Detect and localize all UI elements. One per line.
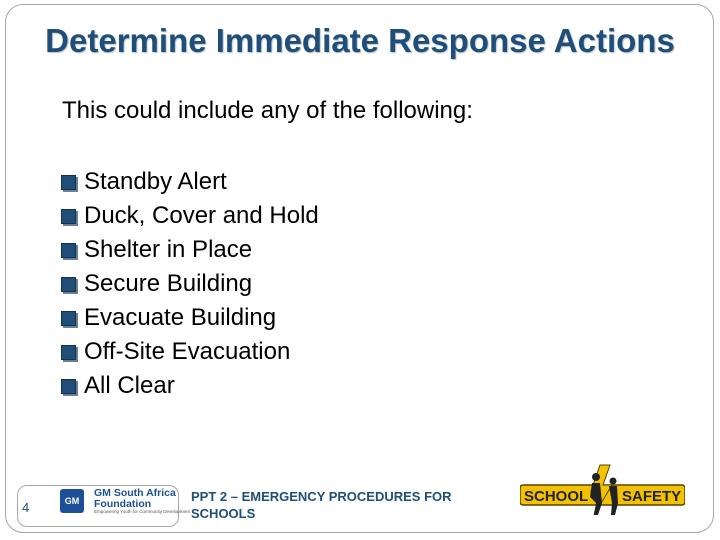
bullet-square-icon	[61, 379, 76, 394]
list-item	[61, 301, 319, 335]
bullet-label: Evacuate Building	[84, 304, 277, 331]
footer-ppt-label: PPT 2 – EMERGENCY PROCEDURES FOR SCHOOLS	[191, 489, 452, 521]
gm-tagline: Empowering Youth for Community Development	[94, 509, 190, 514]
bullet-label: Standby Alert	[84, 168, 227, 195]
school-safety-logo	[520, 463, 685, 519]
bullet-list	[61, 165, 319, 403]
gm-logo-icon: GM	[60, 489, 84, 513]
bullet-square-icon	[61, 175, 76, 190]
list-item	[61, 335, 319, 369]
svg-text:SAFETY: SAFETY	[622, 488, 682, 505]
bullet-square-icon	[61, 311, 76, 326]
list-item	[61, 267, 319, 301]
gm-name-line2: Foundation	[94, 497, 152, 510]
bullet-square-icon	[61, 277, 76, 292]
bullet-label: Duck, Cover and Hold	[84, 202, 319, 229]
svg-text:SCHOOL: SCHOOL	[524, 488, 589, 505]
intro-text: This could include any of the following:	[62, 97, 473, 124]
bullet-label: All Clear	[84, 372, 175, 399]
bullet-square-icon	[61, 345, 76, 360]
bullet-label: Secure Building	[84, 270, 253, 297]
bullet-square-icon	[61, 243, 76, 258]
list-item	[61, 199, 319, 233]
list-item	[61, 369, 319, 403]
bullet-label: Off-Site Evacuation	[84, 338, 291, 365]
gm-foundation-logo	[94, 488, 190, 515]
bullet-label: Shelter in Place	[84, 236, 253, 263]
list-item	[61, 165, 319, 199]
list-item	[61, 233, 319, 267]
slide-title: Determine Immediate Response Actions	[45, 22, 675, 59]
bullet-square-icon	[61, 209, 76, 224]
gm-name-line1: GM South Africa	[94, 487, 176, 499]
page-number: 4	[22, 500, 30, 515]
